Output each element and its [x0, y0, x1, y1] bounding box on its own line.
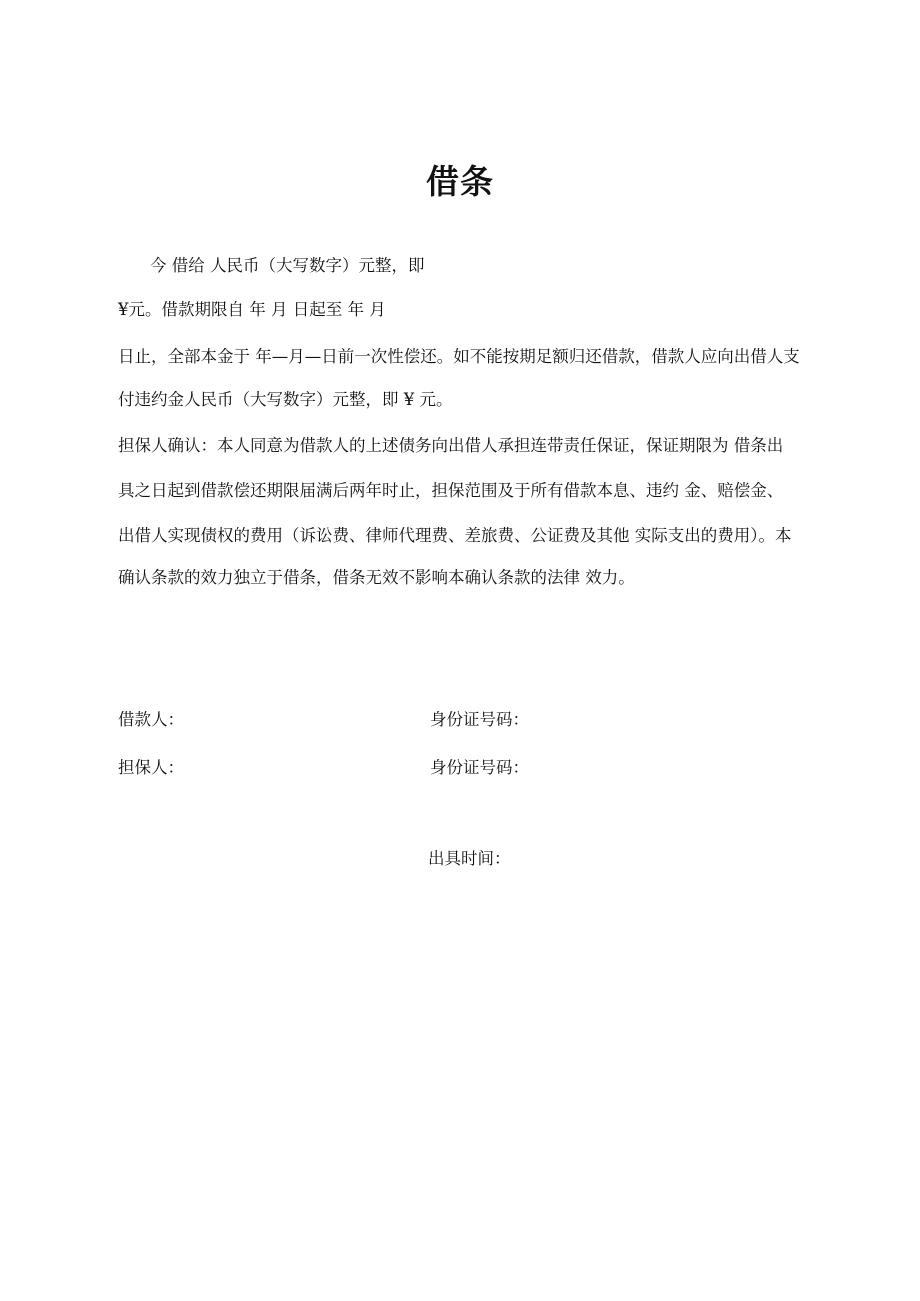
body-line-4: 付违约金人民币（大写数字）元整，即 ¥ 元。 [118, 390, 453, 409]
borrower-id-label: 身份证号码： [430, 710, 529, 729]
guarantor-confirmation-line-1: 担保人确认：本人同意为借款人的上述债务向出借人承担连带责任保证，保证期限为 借条出 [118, 436, 784, 455]
guarantor-confirmation-line-2: 具之日起到借款偿还期限届满后两年时止，担保范围及于所有借款本息、违约 金、赔偿金、 [118, 481, 784, 500]
document-title: 借条 [426, 162, 494, 201]
borrower-label: 借款人： [118, 710, 184, 729]
guarantor-id-label: 身份证号码： [430, 758, 529, 777]
body-line-3: 日止，全部本金于 年—月—日前一次性偿还。如不能按期足额归还借款，借款人应向出借人支 [118, 347, 800, 366]
body-line-2: ¥元。借款期限自 年 月 日起至 年 月 [118, 300, 386, 319]
guarantor-confirmation-line-3: 出借人实现债权的费用（诉讼费、律师代理费、差旅费、公证费及其他 实际支出的费用）。本 [118, 526, 792, 545]
guarantor-label: 担保人： [118, 758, 184, 777]
guarantor-confirmation-line-4: 确认条款的效力独立于借条，借条无效不影响本确认条款的法律 效力。 [118, 568, 635, 587]
body-line-1: 今 借给 人民币（大写数字）元整，即 [150, 256, 425, 275]
issue-date-label: 出具时间： [428, 849, 511, 868]
